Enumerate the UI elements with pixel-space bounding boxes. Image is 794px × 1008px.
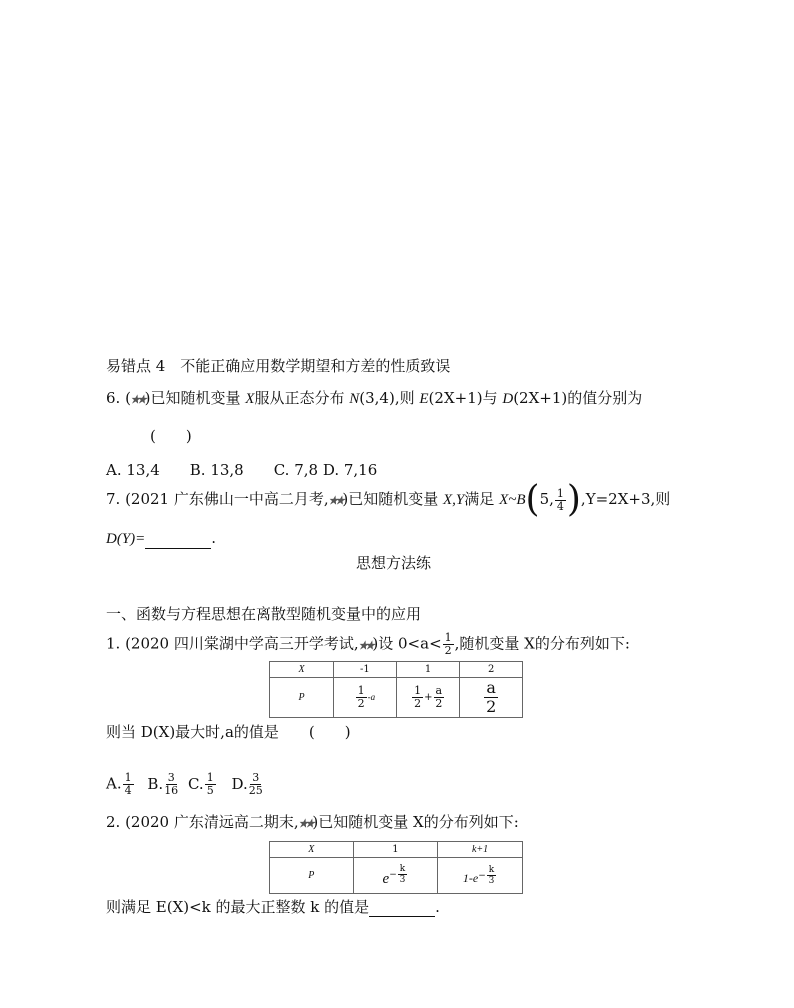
- exp-base: 1-e: [462, 871, 479, 885]
- q1-source: 1. (2020 四川棠湖中学高三开学考试,: [106, 634, 359, 653]
- option-label: A.: [106, 774, 122, 793]
- fraction: [356, 685, 367, 710]
- frac-den: 2: [486, 697, 497, 716]
- frac-den: 2: [357, 697, 365, 710]
- q7-dist: X~B: [499, 492, 526, 508]
- exp-minus: −: [389, 869, 397, 880]
- header-cell: 2: [460, 662, 523, 678]
- q2-source: 2. (2020 广东清远高二期末,: [106, 813, 299, 831]
- header-cell: k+1: [438, 842, 523, 858]
- q1-cond-fraction: [443, 632, 454, 657]
- frac-num: 1: [556, 486, 564, 500]
- q7-source: 7. (2021 广东佛山一中高二月考,: [106, 490, 329, 508]
- q2-blank[interactable]: [369, 902, 435, 917]
- frac-den: 4: [124, 784, 132, 797]
- frac-num: 1: [414, 684, 422, 697]
- header-cell: 1: [353, 842, 437, 858]
- difficulty-star-icon: ★★: [129, 393, 147, 406]
- frac-num: k: [399, 863, 406, 874]
- option-fraction: [123, 772, 134, 797]
- q6-answer-paren: ( ): [150, 427, 192, 445]
- row-label: P: [270, 678, 334, 718]
- q7-text: 满足: [464, 490, 500, 508]
- exp-base: e: [382, 870, 390, 887]
- exponent-fraction: [487, 865, 496, 886]
- q7-blank[interactable]: [145, 534, 211, 549]
- q1-question-text: 则当 D(X)最大时,a的值是: [106, 723, 279, 741]
- q6-text: (2X+1)的值分别为: [513, 389, 643, 407]
- section-heading: 易错点 4 不能正确应用数学期望和方差的性质致误: [106, 357, 451, 375]
- q1-text: ,随机变量 X的分布列如下:: [454, 634, 630, 653]
- q1-question: [106, 722, 351, 742]
- frac-num: a: [486, 678, 496, 697]
- q1-distribution-table: [269, 661, 523, 718]
- frac-num: a: [435, 684, 443, 697]
- difficulty-star-icon: ★★: [357, 638, 375, 652]
- tail: -a: [367, 692, 376, 702]
- q7-var: X,Y: [443, 492, 465, 508]
- question-2: [106, 812, 519, 834]
- q6-text: )已知随机变量: [144, 389, 246, 407]
- prob-cell: [396, 678, 460, 718]
- table-header-row: [270, 662, 523, 678]
- q2-distribution-table: [269, 841, 523, 894]
- q6-var: D: [502, 391, 514, 407]
- fraction: [412, 685, 423, 710]
- q6-text: (3,4),则: [359, 389, 420, 407]
- q7-rel: ,Y=2X+3,则: [580, 490, 671, 508]
- left-paren: (: [525, 479, 540, 520]
- prob-cell: [438, 858, 523, 894]
- header-cell: 1: [396, 662, 460, 678]
- option-label: B.: [147, 774, 164, 793]
- difficulty-star-icon: ★★: [297, 817, 315, 830]
- option-fraction: [164, 772, 178, 797]
- frac-den: 25: [248, 784, 263, 797]
- header-cell: X: [270, 662, 334, 678]
- frac-den: 2: [444, 644, 452, 657]
- q2-text: )已知随机变量 X的分布列如下:: [312, 813, 519, 831]
- q6-text: 服从正态分布: [254, 389, 350, 407]
- question-1: [106, 632, 630, 657]
- method-title: 思想方法练: [356, 554, 432, 572]
- q6-var: E: [419, 391, 429, 407]
- q7-p-fraction: [555, 488, 566, 513]
- table-header-row: [270, 842, 523, 858]
- q1-answer-paren: ( ): [308, 723, 351, 741]
- header-cell: X: [270, 842, 354, 858]
- frac-num: 3: [167, 771, 175, 784]
- difficulty-star-icon: ★★: [327, 494, 345, 507]
- option-label: C.: [187, 774, 204, 793]
- table-row: [270, 858, 523, 894]
- prob-cell: [353, 858, 437, 894]
- q1-options: [106, 772, 264, 797]
- q7-end: .: [211, 529, 217, 547]
- q6-number: 6. (: [106, 389, 131, 407]
- q7-text: )已知随机变量: [342, 490, 444, 508]
- question-6: [106, 388, 642, 410]
- fraction: [484, 679, 498, 716]
- q6-options: A. 13,4 B. 13,8 C. 7,8 D. 7,16: [106, 461, 378, 479]
- fraction: [434, 685, 445, 710]
- option-fraction: [205, 772, 216, 797]
- table-row: [270, 678, 523, 718]
- frac-den: 2: [414, 697, 422, 710]
- option-label: D.: [231, 774, 248, 793]
- frac-den: 16: [164, 784, 179, 797]
- q6-var: X: [245, 391, 255, 407]
- header-cell: -1: [334, 662, 397, 678]
- part1-heading: 一、函数与方程思想在离散型随机变量中的应用: [106, 605, 422, 623]
- q6-text: (2X+1)与: [428, 389, 503, 407]
- frac-den: 4: [556, 499, 564, 513]
- frac-num: 1: [444, 631, 452, 644]
- row-label: P: [270, 858, 354, 894]
- frac-num: 3: [252, 771, 260, 784]
- q2-end: .: [435, 898, 440, 916]
- q7-answer-line: [106, 528, 216, 549]
- q7-dy: D(Y)=: [106, 531, 146, 547]
- exp-minus: −: [478, 871, 486, 881]
- plus: +: [424, 692, 433, 703]
- prob-cell: [460, 678, 523, 718]
- question-7: [106, 479, 671, 520]
- exponent-fraction: [398, 864, 407, 885]
- q7-n: 5,: [539, 490, 554, 508]
- frac-num: 1: [206, 771, 214, 784]
- frac-num: k: [488, 865, 495, 875]
- frac-num: 1: [357, 684, 365, 697]
- frac-num: 1: [124, 771, 132, 784]
- right-paren: ): [566, 479, 581, 520]
- q1-text: )设 0<a<: [372, 634, 442, 653]
- q6-var: N: [349, 391, 360, 407]
- frac-den: 5: [206, 784, 214, 797]
- prob-cell: [334, 678, 397, 718]
- q2-question: [106, 897, 440, 917]
- option-fraction: [249, 772, 263, 797]
- frac-den: 3: [399, 874, 406, 885]
- frac-den: 2: [435, 697, 443, 710]
- frac-den: 3: [488, 876, 495, 886]
- q2-question-text: 则满足 E(X)<k 的最大正整数 k 的值是: [106, 898, 370, 916]
